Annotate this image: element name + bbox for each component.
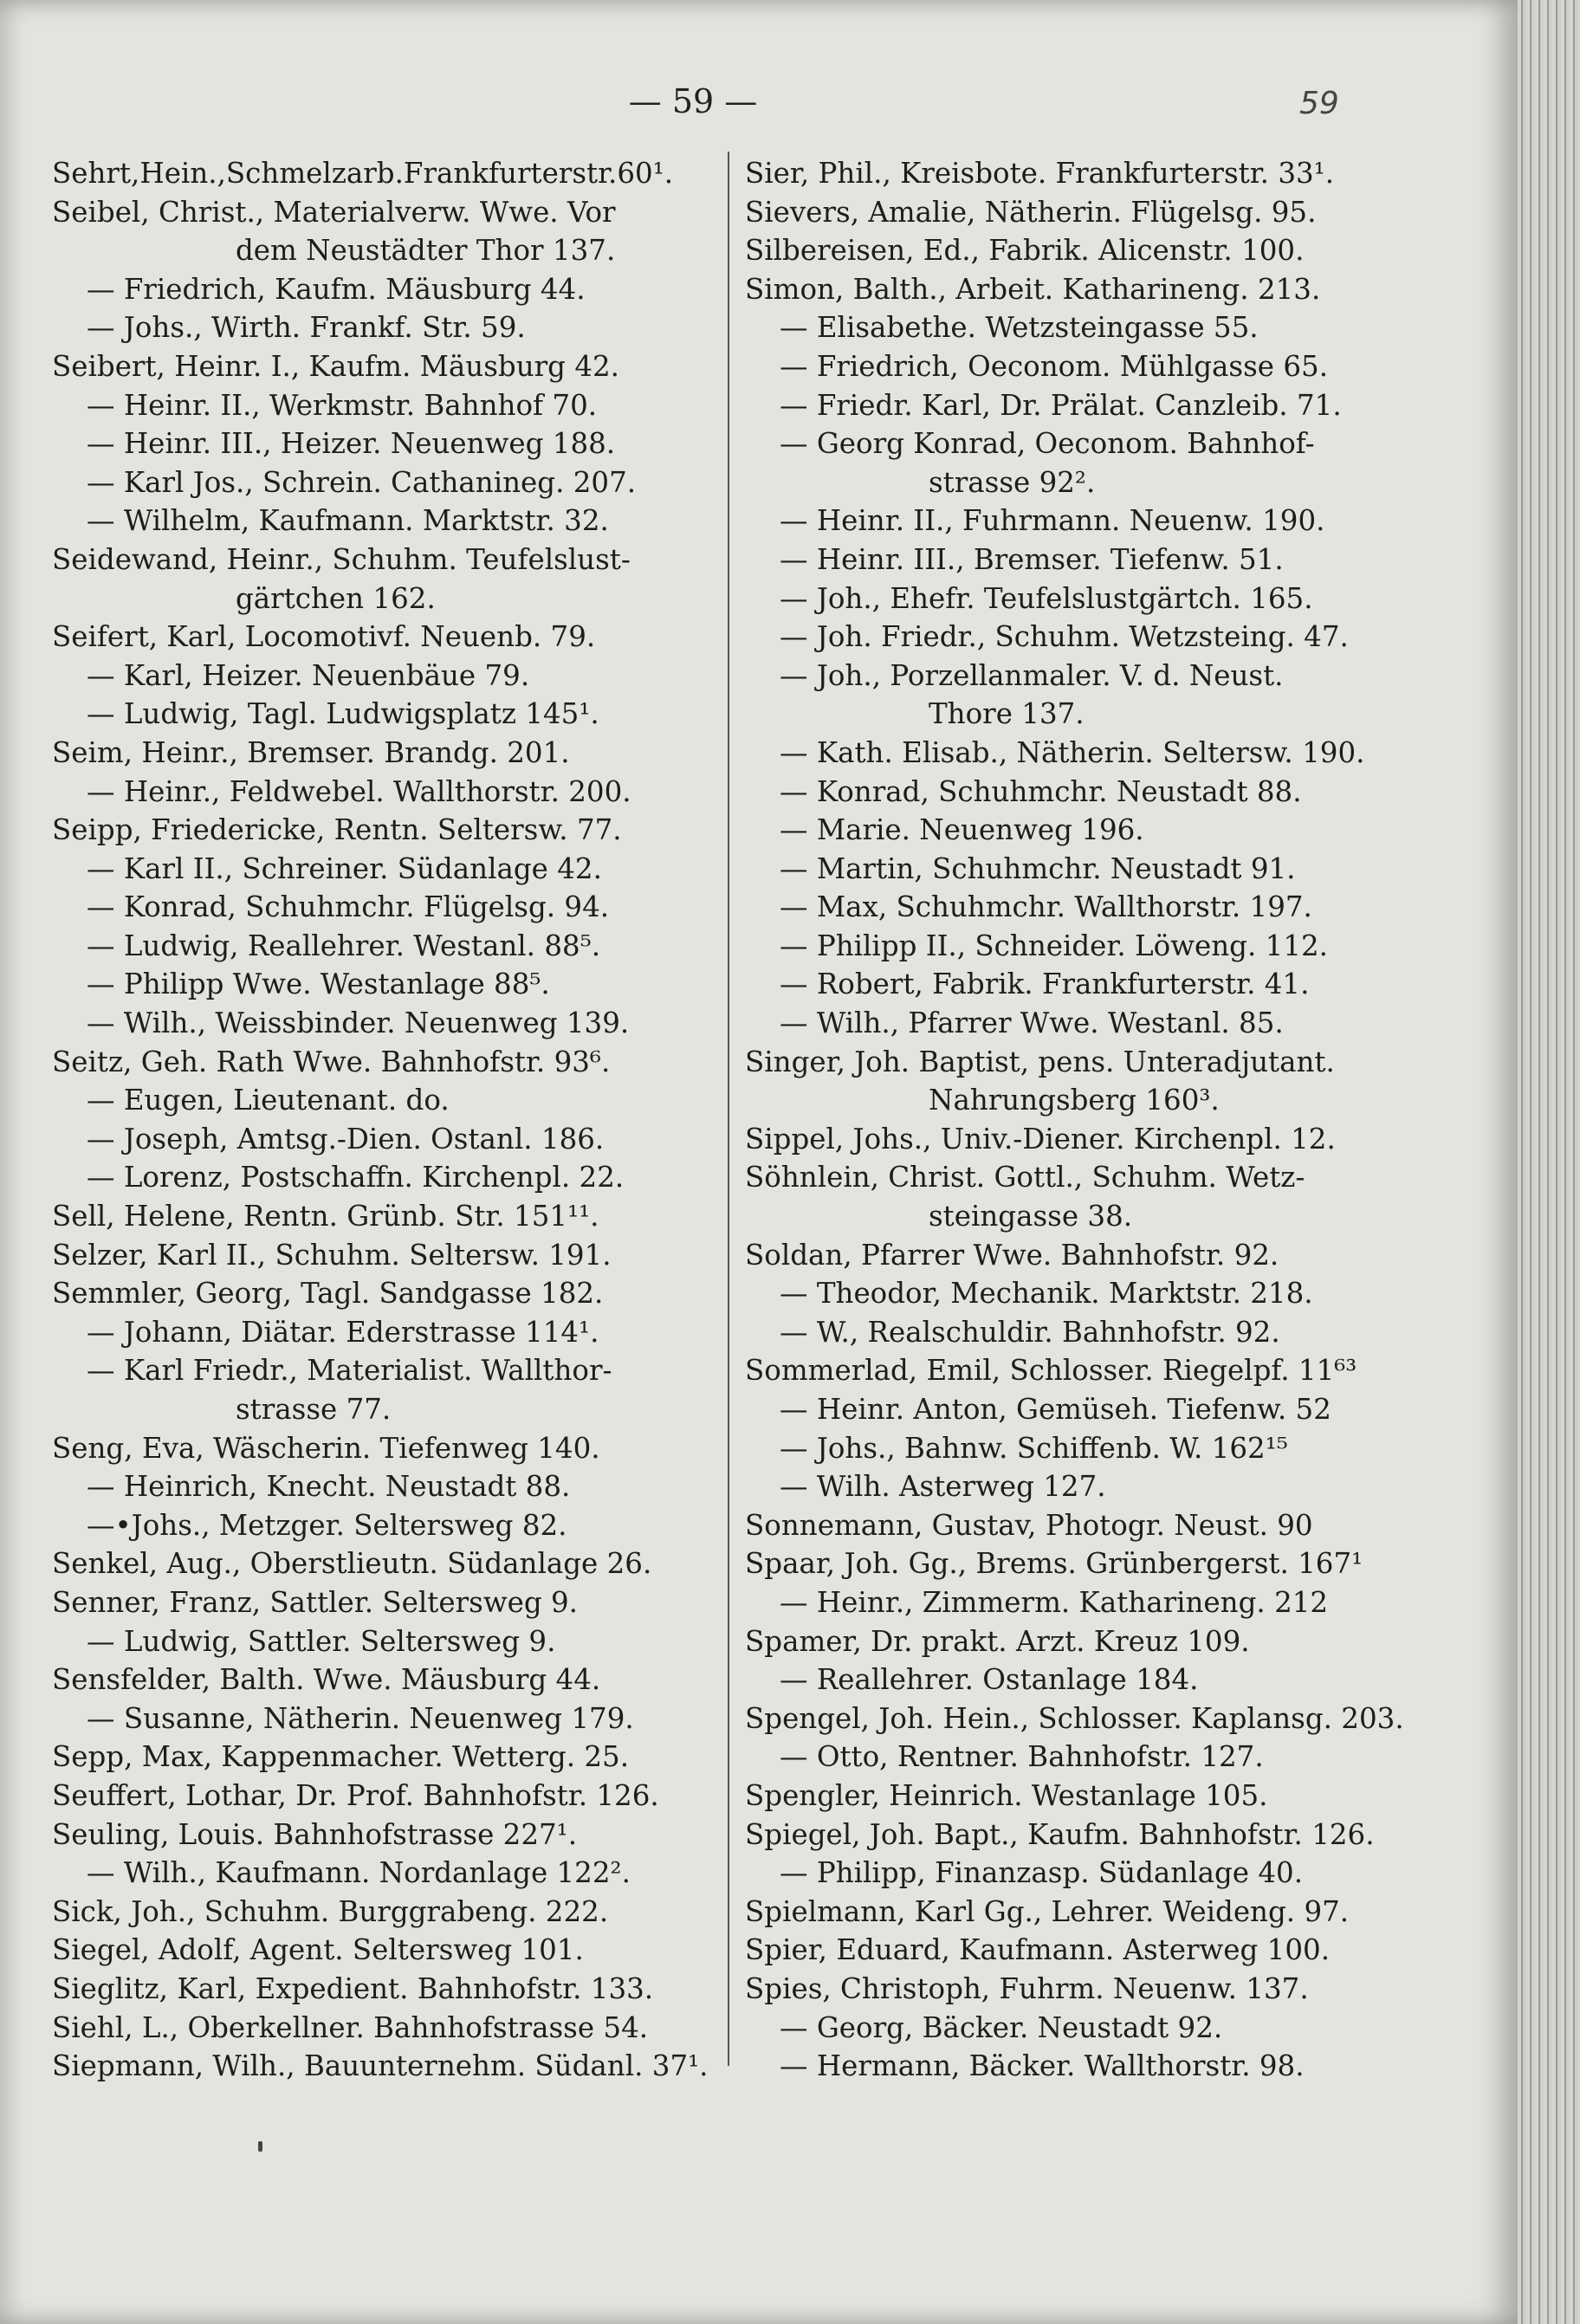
directory-entry: — Ludwig, Sattler. Seltersweg 9. <box>87 1624 556 1658</box>
directory-entry: Seidewand, Heinr., Schuhm. Teufelslust- <box>52 542 631 576</box>
directory-entry: Sievers, Amalie, Nätherin. Flügelsg. 95. <box>745 195 1317 229</box>
handwritten-page-number: 59 <box>1299 86 1339 121</box>
directory-entry: Nahrungsberg 160³. <box>929 1084 1220 1117</box>
directory-entry: Spamer, Dr. prakt. Arzt. Kreuz 109. <box>745 1624 1250 1658</box>
directory-entry: — Georg Konrad, Oeconom. Bahnhof- <box>780 427 1315 461</box>
directory-entry: gärtchen 162. <box>236 581 436 615</box>
directory-entry: — Joseph, Amtsg.-Dien. Ostanl. 186. <box>87 1122 605 1156</box>
directory-entry: Seibert, Heinr. I., Kaufm. Mäusburg 42. <box>52 349 619 383</box>
right-column <box>745 154 1403 2086</box>
directory-entry: — W., Realschuldir. Bahnhofstr. 92. <box>780 1315 1280 1349</box>
directory-entry: — Theodor, Mechanik. Marktstr. 218. <box>780 1277 1313 1311</box>
directory-entry: strasse 77. <box>236 1393 392 1426</box>
directory-entry: —•Johs., Metzger. Seltersweg 82. <box>87 1508 567 1542</box>
directory-entry: — Otto, Rentner. Bahnhofstr. 127. <box>780 1740 1264 1774</box>
directory-entry: Spengler, Heinrich. Westanlage 105. <box>745 1778 1268 1812</box>
directory-entry: — Friedrich, Oeconom. Mühlgasse 65. <box>780 349 1329 383</box>
directory-entry: steingasse 38. <box>929 1200 1133 1233</box>
directory-entry: — Karl Jos., Schrein. Cathanineg. 207. <box>87 465 637 499</box>
page-number: — 59 — <box>628 82 758 120</box>
directory-entry: Söhnlein, Christ. Gottl., Schuhm. Wetz- <box>745 1161 1305 1194</box>
directory-entry: — Johann, Diätar. Ederstrasse 114¹. <box>87 1315 599 1349</box>
directory-entry: — Heinr. II., Fuhrmann. Neuenw. 190. <box>780 504 1325 538</box>
directory-entry: — Wilh. Asterweg 127. <box>780 1470 1106 1504</box>
directory-entry: — Wilh., Pfarrer Wwe. Westanl. 85. <box>780 1007 1284 1040</box>
directory-entry: — Joh. Friedr., Schuhm. Wetzsteing. 47. <box>780 620 1349 654</box>
directory-entry: Seipp, Friedericke, Rentn. Seltersw. 77. <box>52 813 622 847</box>
directory-entry: — Hermann, Bäcker. Wallthorstr. 98. <box>780 2049 1305 2083</box>
directory-entry: Seng, Eva, Wäscherin. Tiefenweg 140. <box>52 1431 600 1465</box>
directory-entry: Sensfelder, Balth. Wwe. Mäusburg 44. <box>52 1663 601 1697</box>
directory-entry: Spiegel, Joh. Bapt., Kaufm. Bahnhofstr. 126. <box>745 1817 1375 1851</box>
column-divider <box>728 152 729 2066</box>
directory-entry: — Heinr. Anton, Gemüseh. Tiefenw. 52 <box>780 1393 1331 1426</box>
directory-entry: — Wilh., Weissbinder. Neuenweg 139. <box>87 1007 630 1040</box>
directory-entry: Senner, Franz, Sattler. Seltersweg 9. <box>52 1585 579 1619</box>
directory-entry: Seibel, Christ., Materialverw. Wwe. Vor <box>52 195 616 229</box>
directory-entry: Spier, Eduard, Kaufmann. Asterweg 100. <box>745 1933 1331 1967</box>
directory-entry: — Konrad, Schuhmchr. Neustadt 88. <box>780 774 1302 808</box>
directory-entry: Selzer, Karl II., Schuhm. Seltersw. 191. <box>52 1238 612 1272</box>
directory-entry: Seitz, Geh. Rath Wwe. Bahnhofstr. 93⁶. <box>52 1045 611 1078</box>
directory-entry: Silbereisen, Ed., Fabrik. Alicenstr. 100. <box>745 234 1305 268</box>
directory-entry: — Heinr. III., Heizer. Neuenweg 188. <box>87 427 616 461</box>
directory-entry: strasse 92². <box>929 465 1096 499</box>
directory-entry: — Wilh., Kaufmann. Nordanlage 122². <box>87 1856 631 1890</box>
directory-entry: — Elisabethe. Wetzsteingasse 55. <box>780 311 1259 345</box>
directory-entry: Siegel, Adolf, Agent. Seltersweg 101. <box>52 1933 584 1967</box>
directory-entry: Spielmann, Karl Gg., Lehrer. Weideng. 97. <box>745 1894 1350 1928</box>
directory-entry: Sippel, Johs., Univ.-Diener. Kirchenpl. 12. <box>745 1122 1336 1156</box>
directory-entry: Seuling, Louis. Bahnhofstrasse 227¹. <box>52 1817 578 1851</box>
directory-entry: Spengel, Joh. Hein., Schlosser. Kaplansg. 203. <box>745 1701 1404 1735</box>
directory-entry: Spaar, Joh. Gg., Brems. Grünbergerst. 167¹ <box>745 1547 1363 1581</box>
directory-entry: — Johs., Bahnw. Schiffenb. W. 162¹⁵ <box>780 1431 1288 1465</box>
directory-entry: Sommerlad, Emil, Schlosser. Riegelpf. 11⁶³ <box>745 1354 1357 1388</box>
page-edges <box>1518 0 1580 2324</box>
directory-entry: — Max, Schuhmchr. Wallthorstr. 197. <box>780 890 1312 924</box>
directory-entry: — Heinr., Zimmerm. Katharineng. 212 <box>780 1585 1329 1619</box>
directory-entry: — Reallehrer. Ostanlage 184. <box>780 1663 1199 1697</box>
directory-entry: Semmler, Georg, Tagl. Sandgasse 182. <box>52 1277 604 1311</box>
directory-entry: Simon, Balth., Arbeit. Katharineng. 213. <box>745 272 1321 306</box>
directory-entry: — Wilhelm, Kaufmann. Marktstr. 32. <box>87 504 609 538</box>
ink-mark <box>258 2141 262 2152</box>
left-column <box>52 154 719 2086</box>
directory-entry: — Karl II., Schreiner. Südanlage 42. <box>87 851 602 885</box>
directory-entry: — Ludwig, Tagl. Ludwigsplatz 145¹. <box>87 697 599 731</box>
page-header <box>0 82 1518 134</box>
directory-entry: — Martin, Schuhmchr. Neustadt 91. <box>780 851 1296 885</box>
directory-entry: Sieglitz, Karl, Expedient. Bahnhofstr. 133. <box>52 1971 654 2005</box>
directory-entry: — Heinr. II., Werkmstr. Bahnhof 70. <box>87 388 598 422</box>
directory-entry: Spies, Christoph, Fuhrm. Neuenw. 137. <box>745 1971 1309 2005</box>
directory-entry: — Joh., Ehefr. Teufelslustgärtch. 165. <box>780 581 1313 615</box>
directory-entry: Siepmann, Wilh., Bauunternehm. Südanl. 37¹. <box>52 2049 709 2083</box>
directory-entry: Senkel, Aug., Oberstlieutn. Südanlage 26. <box>52 1547 652 1581</box>
directory-entry: — Eugen, Lieutenant. do. <box>87 1084 450 1117</box>
directory-entry: Seifert, Karl, Locomotivf. Neuenb. 79. <box>52 620 596 654</box>
directory-entry: — Friedrich, Kaufm. Mäusburg 44. <box>87 272 586 306</box>
directory-entry: — Philipp, Finanzasp. Südanlage 40. <box>780 1856 1304 1890</box>
directory-entry: Sehrt,Hein.,Schmelzarb.Frankfurterstr.60¹. <box>52 157 674 190</box>
directory-entry: — Susanne, Nätherin. Neuenweg 179. <box>87 1701 634 1735</box>
directory-entry: — Ludwig, Reallehrer. Westanl. 88⁵. <box>87 929 601 962</box>
directory-entry: — Heinr. III., Bremser. Tiefenw. 51. <box>780 542 1284 576</box>
directory-entry: Thore 137. <box>929 697 1085 731</box>
directory-entry: Seim, Heinr., Bremser. Brandg. 201. <box>52 735 570 769</box>
directory-entry: Sell, Helene, Rentn. Grünb. Str. 151¹¹. <box>52 1200 599 1233</box>
directory-entry: — Georg, Bäcker. Neustadt 92. <box>780 2010 1223 2044</box>
directory-entry: — Heinrich, Knecht. Neustadt 88. <box>87 1470 571 1504</box>
directory-entry: dem Neustädter Thor 137. <box>236 234 616 268</box>
directory-entry: Siehl, L., Oberkellner. Bahnhofstrasse 54. <box>52 2010 649 2044</box>
directory-entry: — Karl Friedr., Materialist. Wallthor- <box>87 1354 612 1388</box>
directory-entry: Sick, Joh., Schuhm. Burggrabeng. 222. <box>52 1894 609 1928</box>
directory-entry: — Konrad, Schuhmchr. Flügelsg. 94. <box>87 890 610 924</box>
directory-entry: — Karl, Heizer. Neuenbäue 79. <box>87 658 530 692</box>
directory-entry: Seuffert, Lothar, Dr. Prof. Bahnhofstr. 126. <box>52 1778 659 1812</box>
directory-entry: Sepp, Max, Kappenmacher. Wetterg. 25. <box>52 1740 630 1774</box>
directory-entry: — Heinr., Feldwebel. Wallthorstr. 200. <box>87 774 631 808</box>
directory-entry: — Marie. Neuenweg 196. <box>780 813 1144 847</box>
directory-entry: — Friedr. Karl, Dr. Prälat. Canzleib. 71. <box>780 388 1342 422</box>
directory-entry: — Johs., Wirth. Frankf. Str. 59. <box>87 311 526 345</box>
directory-entry: Sier, Phil., Kreisbote. Frankfurterstr. 33¹. <box>745 157 1335 190</box>
directory-entry: — Philipp II., Schneider. Löweng. 112. <box>780 929 1329 962</box>
directory-entry: — Joh., Porzellanmaler. V. d. Neust. <box>780 658 1284 692</box>
directory-entry: — Philipp Wwe. Westanlage 88⁵. <box>87 968 550 1001</box>
directory-entry: Singer, Joh. Baptist, pens. Unteradjutant. <box>745 1045 1335 1078</box>
directory-entry: Sonnemann, Gustav, Photogr. Neust. 90 <box>745 1508 1313 1542</box>
directory-entry: — Robert, Fabrik. Frankfurterstr. 41. <box>780 968 1310 1001</box>
directory-entry: — Lorenz, Postschaffn. Kirchenpl. 22. <box>87 1161 625 1194</box>
directory-entry: Soldan, Pfarrer Wwe. Bahnhofstr. 92. <box>745 1238 1279 1272</box>
directory-entry: — Kath. Elisab., Nätherin. Seltersw. 190. <box>780 735 1365 769</box>
